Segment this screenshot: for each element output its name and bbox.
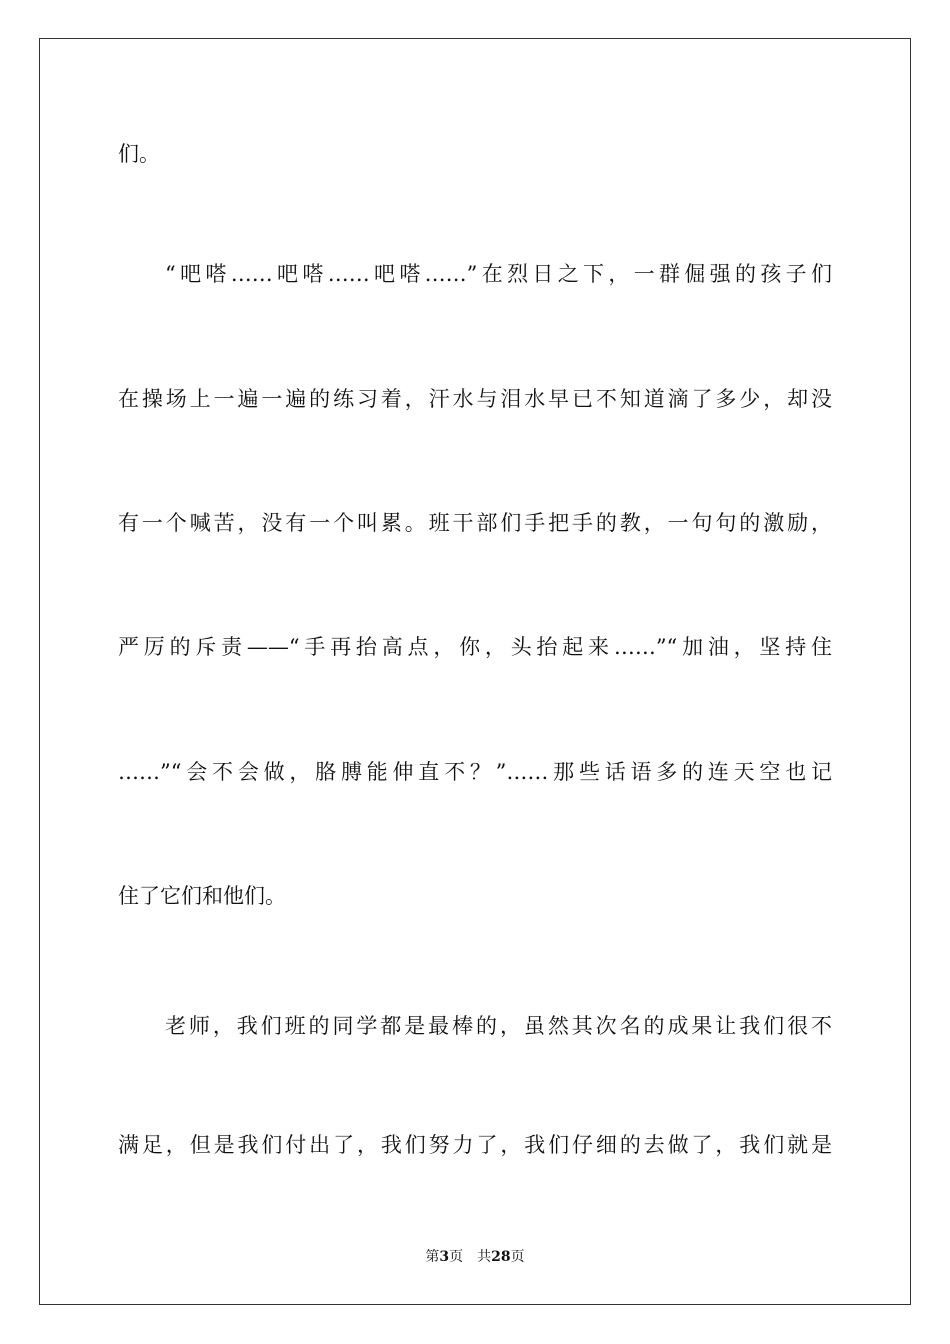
page-border bbox=[39, 38, 911, 1305]
total-prefix: 共 bbox=[477, 1249, 492, 1265]
paragraph-line: 严厉的斥责——“手再抬高点，你，头抬起来……”“加油，坚持住 bbox=[118, 635, 832, 659]
total-page-count: 28 bbox=[491, 1249, 511, 1265]
paragraph-line: ……”“会不会做，胳膊能伸直不？”……那些话语多的连天空也记 bbox=[118, 760, 832, 784]
paragraph-line: 在操场上一遍一遍的练习着，汗水与泪水早已不知道滴了多少，却没 bbox=[118, 387, 832, 411]
paragraph-line: 们。 bbox=[118, 142, 160, 166]
page-prefix: 第 bbox=[425, 1249, 440, 1265]
total-suffix: 页 bbox=[510, 1249, 525, 1265]
paragraph-line: 有一个喊苦，没有一个叫累。班干部们手把手的教，一句句的激励， bbox=[118, 511, 832, 535]
paragraph-line: 满足，但是我们付出了，我们努力了，我们仔细的去做了，我们就是 bbox=[118, 1133, 832, 1157]
current-page-number: 3 bbox=[439, 1249, 450, 1265]
paragraph-line: 老师，我们班的同学都是最棒的，虽然其次名的成果让我们很不 bbox=[165, 1014, 832, 1038]
page-footer bbox=[0, 1248, 950, 1266]
paragraph-line: 住了它们和他们。 bbox=[118, 884, 286, 908]
paragraph-line: “吧嗒……吧嗒……吧嗒……”在烈日之下，一群倔强的孩子们 bbox=[165, 262, 832, 286]
page-suffix: 页 bbox=[449, 1249, 464, 1265]
